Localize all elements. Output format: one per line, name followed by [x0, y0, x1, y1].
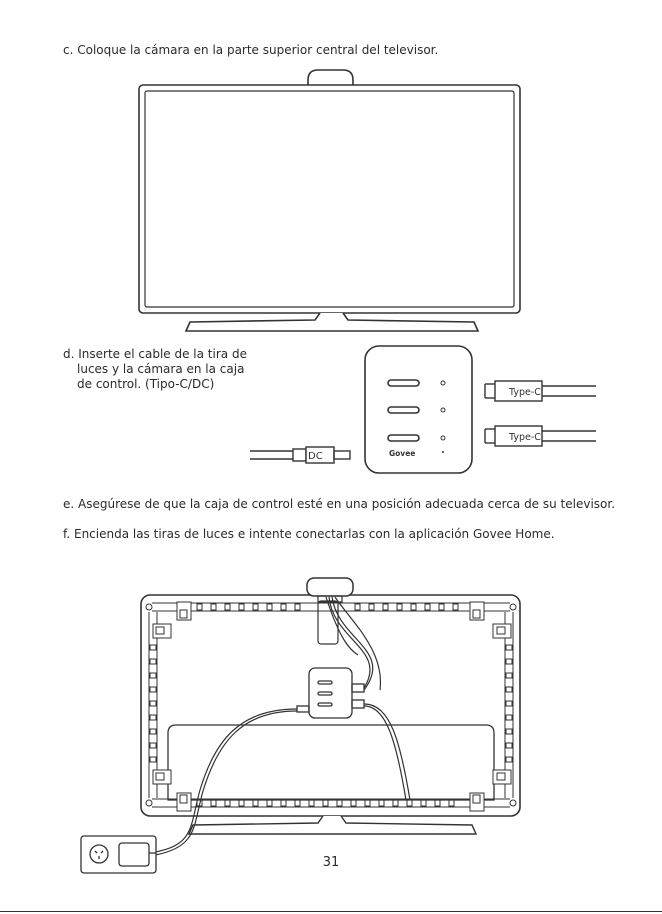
type-c-label-2: Type-C: [509, 432, 541, 443]
tv-back-stand: [189, 816, 476, 834]
step-d-line-3: de control. (Tipo-C/DC): [77, 377, 215, 391]
bottom-rule: [0, 911, 662, 912]
type-c-label-1: Type-C: [509, 387, 541, 398]
tv-camera-illustration: [139, 70, 520, 331]
control-box-illustration: [250, 346, 596, 473]
page-number: 31: [322, 855, 340, 870]
step-c-text: c. Coloque la cámara en la parte superior central del televisor.: [63, 43, 439, 57]
tv-stand: [186, 313, 478, 331]
step-e-text: e. Asegúrese de que la caja de control esté en una posición adecuada cerca de su televisor.: [63, 497, 616, 511]
step-d-line-2: luces y la cámara en la caja: [77, 362, 245, 376]
dc-label: DC: [308, 451, 323, 462]
step-d-line-1: d. Inserte el cable de la tira de: [63, 347, 247, 361]
tv-frame: [139, 85, 520, 313]
step-f-text: f. Encienda las tiras de luces e intente conectarlas con la aplicación Govee Home.: [63, 527, 555, 541]
brand-logo: Govee: [389, 449, 416, 458]
camera-back: [307, 578, 353, 596]
